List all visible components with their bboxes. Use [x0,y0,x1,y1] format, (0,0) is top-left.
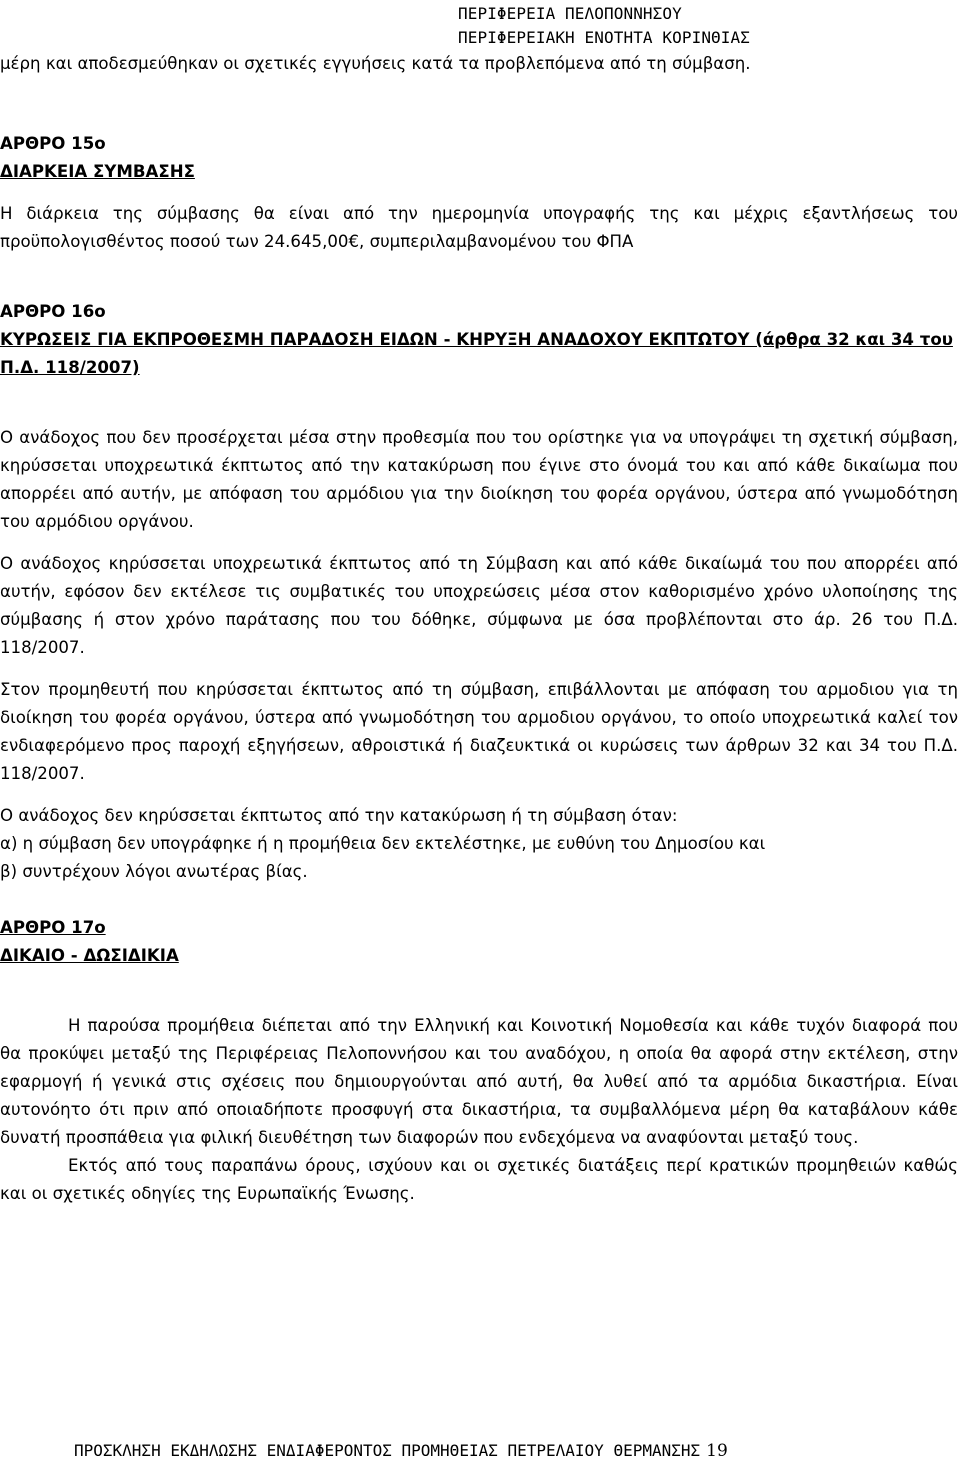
article-15-title: ΔΙΑΡΚΕΙΑ ΣΥΜΒΑΣΗΣ [0,162,195,181]
article-17-paragraph-1: Η παρούσα προμήθεια διέπεται από την Ελληνική και Κοινοτική Νομοθεσία και κάθε τυχόν διαφορά που θα προκύψει μεταξύ της Περιφέρειας Πελοποννήσου και του αναδόχου, η οποία θα αφορά στην εκτέλεση, στην εφαρμογή ή γενικά στις σχέσεις που δημιουργούνται από αυτή, θα λυθεί από τα αρμόδια δικαστήρια. Είναι αυτονόητο ότι πριν από οποιαδήποτε προσφυγή στα δικαστήρια, τα συμβαλλόμενα μέρη θα καταβάλουν κάθε δυνατή προσπάθεια για φιλική διευθέτηση των διαφορών που ενδεχόμενα να αναφύονται μεταξύ τους. [0,1016,958,1147]
article-16-title: ΚΥΡΩΣΕΙΣ ΓΙΑ ΕΚΠΡΟΘΕΣΜΗ ΠΑΡΑΔΟΣΗ ΕΙΔΩΝ - ΚΗΡΥΞΗ ΑΝΑΔΟΧΟΥ ΕΚΠΤΩΤΟΥ (άρθρα 32 και 34 του Π.Δ. 118/2007) [0,330,953,377]
article-16-paragraph-2: Ο ανάδοχος κηρύσσεται υποχρεωτικά έκπτωτος από τη Σύμβαση και από κάθε δικαίωμά του που απορρέει από αυτήν, εφόσον δεν εκτέλεσε τις συμβατικές του υποχρεώσεις μέσα στον καθορισμένο χρόνο υλοποίησης της σύμβασης ή στον χρόνο παράτασης που του δόθηκε, σύμφωνα με όσα προβλέπονται στο άρ. 26 του Π.Δ. 118/2007. [0,554,958,657]
intro-line: μέρη και αποδεσμεύθηκαν οι σχετικές εγγυήσεις κατά τα προβλεπόμενα από τη σύμβαση. [0,54,751,73]
header-regional-unit: ΠΕΡΙΦΕΡΕΙΑΚΗ ΕΝΟΤΗΤΑ ΚΟΡΙΝΘΙΑΣ [458,28,750,47]
article-17 [0,914,958,1208]
footer-title: ΠΡΟΣΚΛΗΣΗ ΕΚΔΗΛΩΣΗΣ ΕΝΔΙΑΦΕΡΟΝΤΟΣ ΠΡΟΜΗΘΕΙΑΣ ΠΕΤΡΕΛΑΙΟΥ ΘΕΡΜΑΝΣΗΣ [74,1441,701,1460]
article-17-title: ΔΙΚΑΙΟ - ΔΩΣΙΔΙΚΙΑ [0,946,179,965]
page-number: 19 [706,1441,728,1461]
article-16 [0,298,958,886]
article-16-paragraph-1: Ο ανάδοχος που δεν προσέρχεται μέσα στην προθεσμία που του ορίστηκε για να υπογράψει τη σχετική σύμβαση, κηρύσσεται υποχρεωτικά έκπτωτος από την κατακύρωση που έγινε στο όνομά του και από κάθε δικαίωμα που απορρέει από αυτήν, με απόφαση του αρμόδιου για την διοίκηση του φορέα οργάνου, ύστερα από γνωμοδότηση του αρμόδιου οργάνου. [0,428,958,531]
article-15 [0,130,958,256]
document-body [0,50,958,1208]
article-16-paragraph-4-intro: Ο ανάδοχος δεν κηρύσσεται έκπτωτος από την κατακύρωση ή τη σύμβαση όταν: [0,806,678,825]
article-16-item-a: α) η σύμβαση δεν υπογράφηκε ή η προμήθεια δεν εκτελέστηκε, με ευθύνη του Δημοσίου και [0,834,766,853]
article-16-paragraph-3: Στον προμηθευτή που κηρύσσεται έκπτωτος από τη σύμβαση, επιβάλλονται με απόφαση του αρμοδιου για τη διοίκηση του φορέα οργάνου, ύστερα από γνωμοδότηση του αρμοδιου οργάνου, το οποίο υποχρεωτικά καλεί τον ενδιαφερόμενο προς παροχή εξηγήσεων, αθροιστικά ή διαζευκτικά οι κυρώσεις των άρθρων 32 και 34 του Π.Δ. 118/2007. [0,680,958,783]
article-15-number: ΑΡΘΡΟ 15ο [0,134,106,153]
article-17-number: ΑΡΘΡΟ 17ο [0,918,106,937]
header-region: ΠΕΡΙΦΕΡΕΙΑ ΠΕΛΟΠΟΝΝΗΣΟΥ [458,4,682,23]
article-17-paragraph-2: Εκτός από τους παραπάνω όρους, ισχύουν και οι σχετικές διατάξεις περί κρατικών προμηθειών καθώς και οι σχετικές οδηγίες της Ευρωπαϊκής Ένωσης. [0,1156,958,1203]
article-16-item-b: β) συντρέχουν λόγοι ανωτέρας βίας. [0,862,308,881]
article-15-body: Η διάρκεια της σύμβασης θα είναι από την ημερομηνία υπογραφής της και μέχρις εξαντλήσεως του προϋπολογισθέντος ποσού των 24.645,00€, συμπεριλαμβανομένου του ΦΠΑ [0,204,958,251]
page-footer [74,1440,728,1462]
page-header [458,2,750,50]
article-16-number: ΑΡΘΡΟ 16ο [0,302,106,321]
